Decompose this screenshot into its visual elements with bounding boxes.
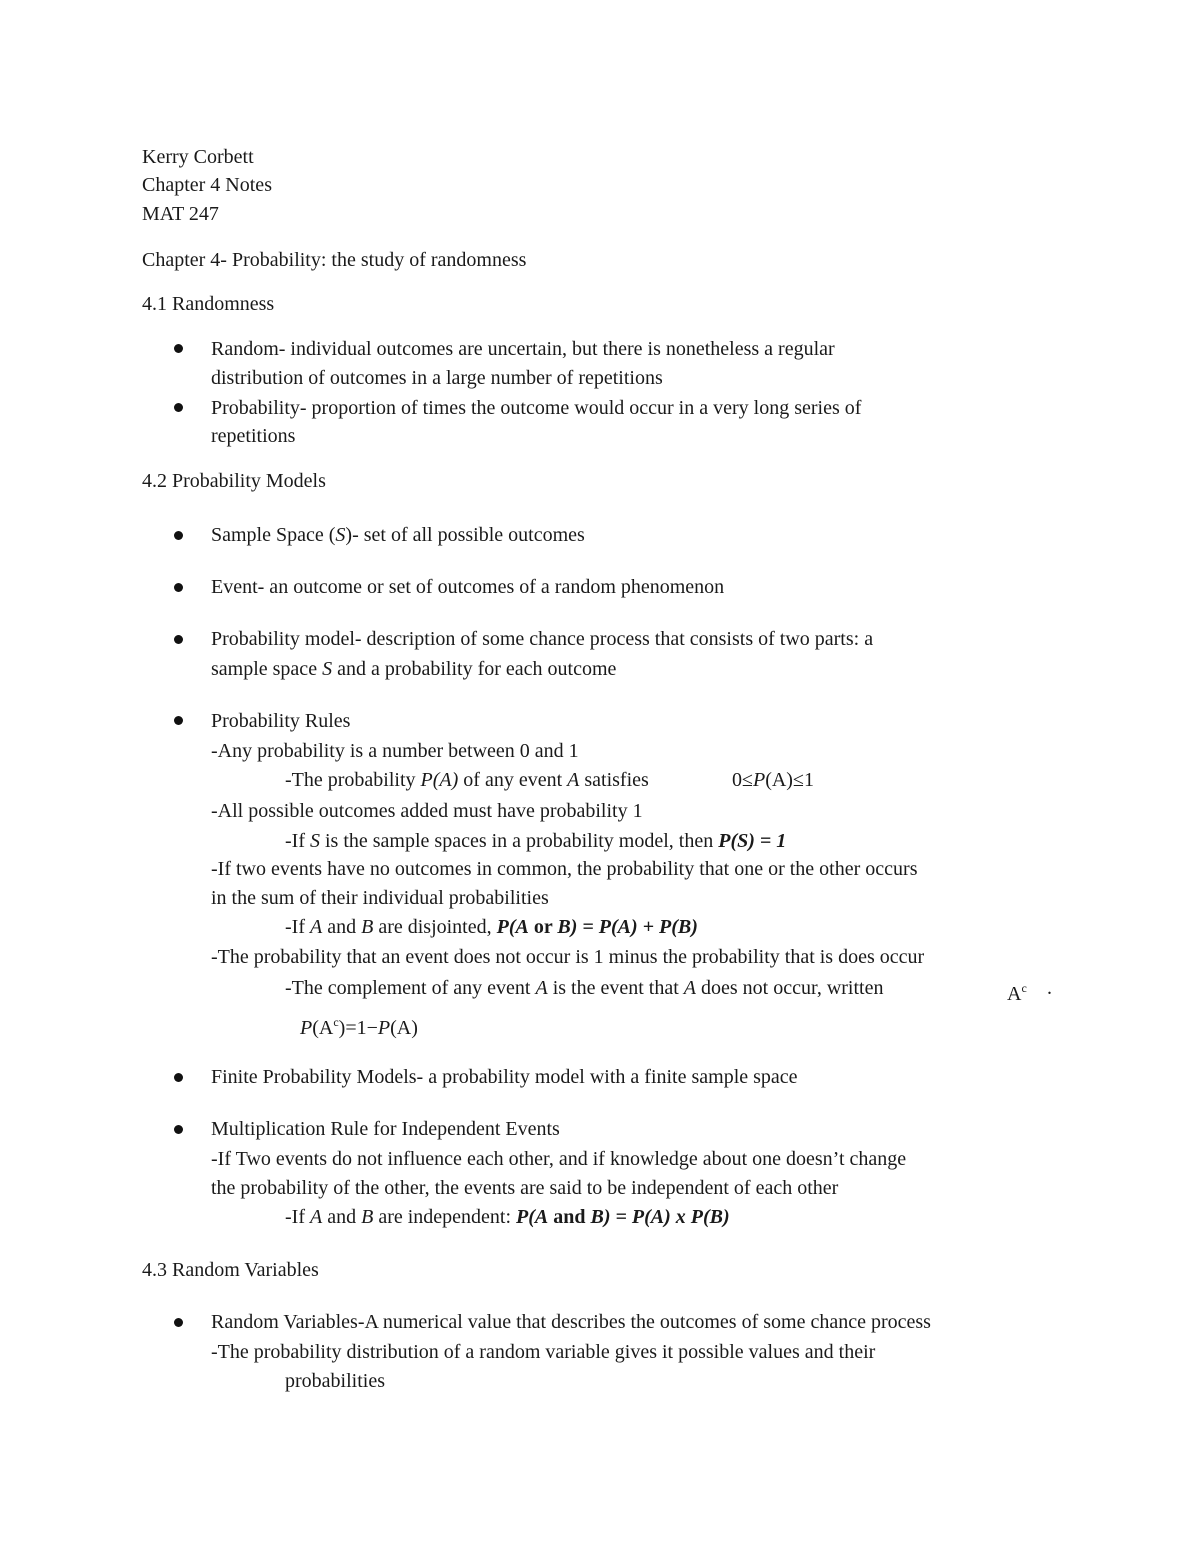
rule-4: -The probability that an event does not occur is 1 minus the probability that is does occur [211, 946, 925, 968]
rule-3-detail: -If A and B are disjointed, P(A or B) = P(A) + P(B) [285, 916, 698, 938]
probability-model-line1: Probability model- description of some chance process that consists of two parts: a [211, 628, 874, 650]
probability-rules-title: Probability Rules [211, 710, 351, 732]
sample-space-definition: Sample Space (S)- set of all possible outcomes [211, 524, 585, 546]
complement-formula: $P(A^c)=1-P(A)$ [300, 1015, 418, 1039]
section-heading-4-2: 4.2 Probability Models [142, 470, 326, 492]
course-code: MAT 247 [142, 203, 219, 225]
multiplication-rule-line1: -If Two events do not influence each other, and if knowledge about one doesn’t change [211, 1148, 907, 1170]
rule-1: -Any probability is a number between 0 and 1 [211, 740, 579, 762]
chapter-title: Chapter 4- Probability: the study of randomness [142, 249, 527, 271]
bullet-icon [174, 344, 183, 353]
bullet-icon [174, 403, 183, 412]
bullet-icon [174, 716, 183, 725]
rule-3-line2: in the sum of their individual probabilities [211, 887, 549, 909]
random-variables-line1: Random Variables-A numerical value that describes the outcomes of some chance process [211, 1311, 931, 1333]
event-definition: Event- an outcome or set of outcomes of a random phenomenon [211, 576, 725, 598]
rule-2: -All possible outcomes added must have probability 1 [211, 800, 643, 822]
bullet-icon [174, 583, 183, 592]
bullet-icon [174, 531, 183, 540]
document-title: Chapter 4 Notes [142, 174, 272, 196]
random-variables-line2: -The probability distribution of a random variable gives it possible values and their [211, 1341, 876, 1363]
bullet-icon [174, 1073, 183, 1082]
section-heading-4-1: 4.1 Randomness [142, 293, 275, 315]
multiplication-rule-title: Multiplication Rule for Independent Events [211, 1118, 560, 1140]
bullet-icon [174, 1318, 183, 1327]
multiplication-rule-detail: -If A and B are independent: P(A and B) = P(A) x P(B) [285, 1206, 730, 1228]
complement-period: . [1047, 977, 1052, 999]
complement-notation: $A^c$ [1007, 981, 1027, 1005]
finite-models-definition: Finite Probability Models- a probability model with a finite sample space [211, 1066, 798, 1088]
probability-definition-line2: repetitions [211, 425, 296, 447]
rule-4-detail: -The complement of any event A is the event that A does not occur, written [285, 977, 884, 999]
bullet-icon [174, 1125, 183, 1134]
rule-1-formula: 0≤P(A)≤1 [732, 769, 814, 791]
bullet-icon [174, 635, 183, 644]
section-heading-4-3: 4.3 Random Variables [142, 1259, 319, 1281]
random-variables-line3: probabilities [285, 1370, 385, 1392]
random-definition-line1: Random- individual outcomes are uncertain, but there is nonetheless a regular [211, 338, 835, 360]
rule-2-detail: -If S is the sample spaces in a probability model, then P(S) = 1 [285, 830, 787, 852]
rule-1-detail: -The probability P(A) of any event A satisfies [285, 769, 649, 791]
author-name: Kerry Corbett [142, 146, 254, 168]
rule-3-line1: -If two events have no outcomes in common, the probability that one or the other occurs [211, 858, 918, 880]
probability-definition-line1: Probability- proportion of times the outcome would occur in a very long series of [211, 397, 862, 419]
random-definition-line2: distribution of outcomes in a large number of repetitions [211, 367, 663, 389]
probability-model-line2: sample space S and a probability for each outcome [211, 658, 617, 680]
multiplication-rule-line2: the probability of the other, the events are said to be independent of each other [211, 1177, 839, 1199]
